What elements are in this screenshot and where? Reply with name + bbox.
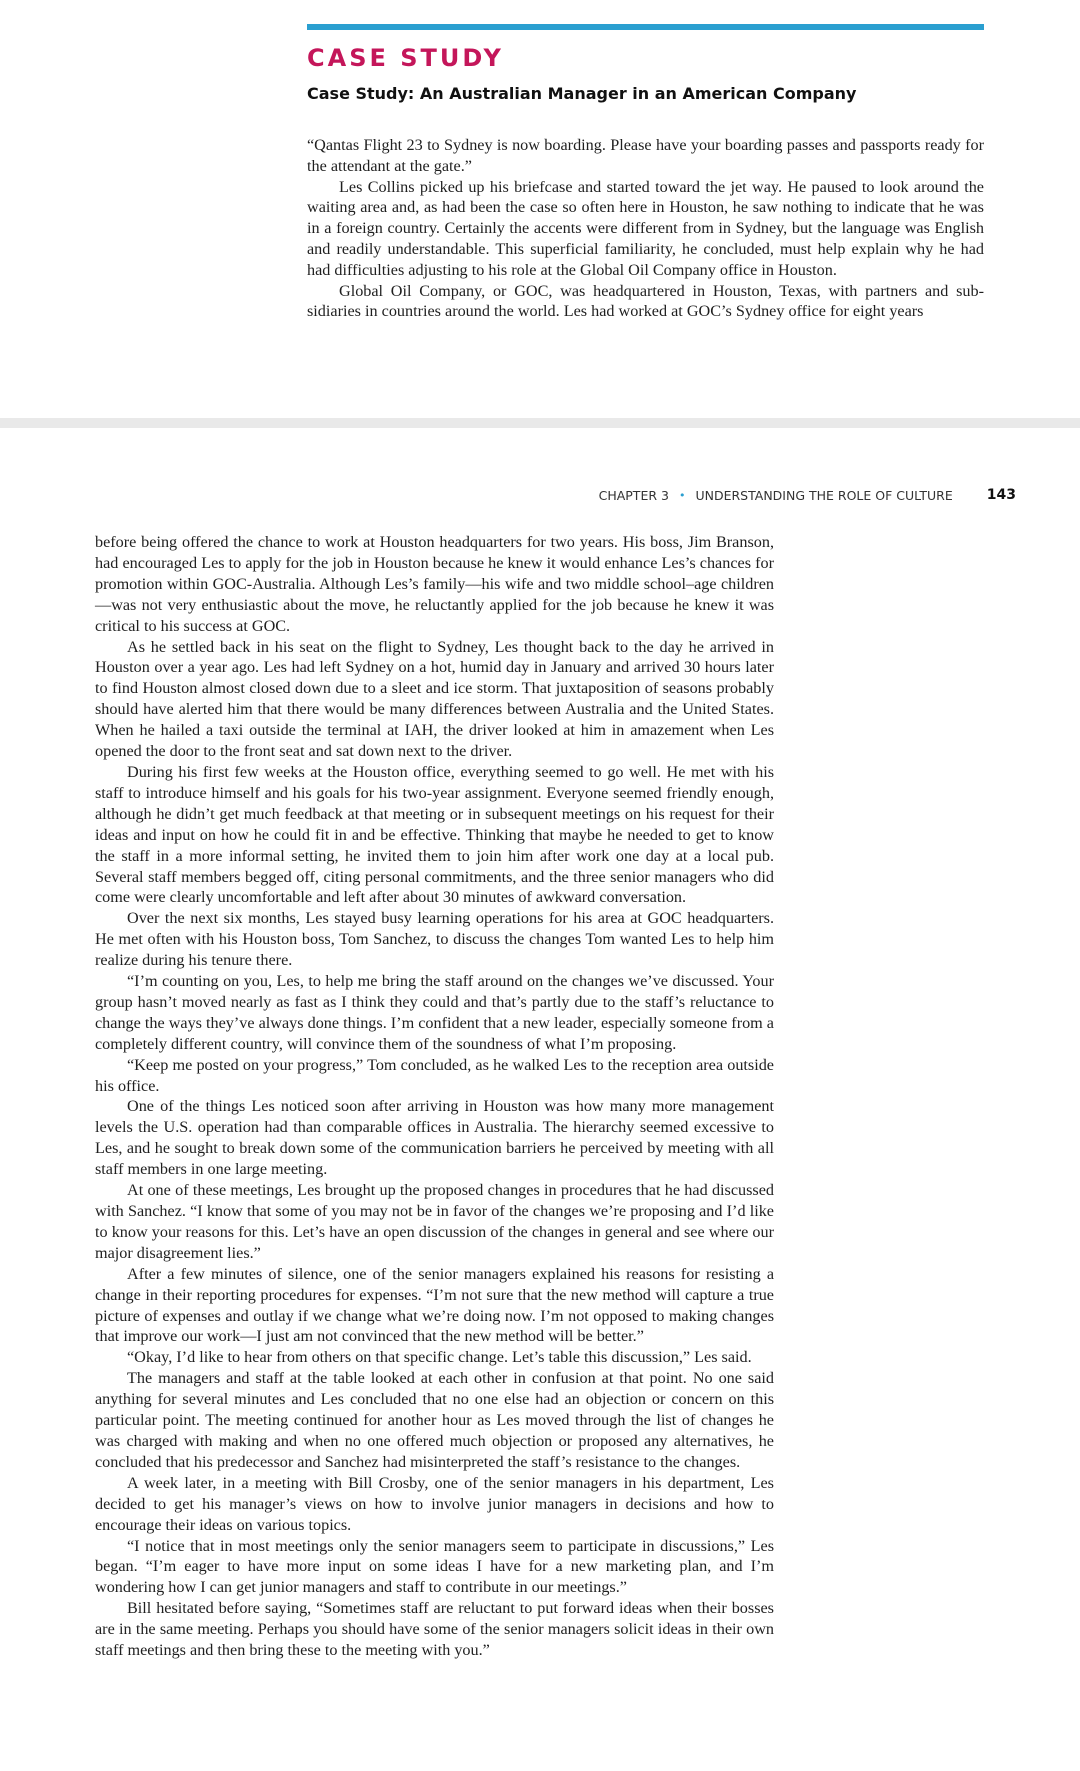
page-separator [0,418,1080,428]
chapter-title: UNDERSTANDING THE ROLE OF CULTURE [695,487,953,503]
paragraph: A week later, in a meeting with Bill Crosby, one of the senior managers in his department, Les decided to get his manager’s views on how to involve junior managers in decisions and how to encourage their ideas on various topics. [95,1473,774,1534]
paragraph: Bill hesitated before saying, “Sometimes staff are reluctant to put forward ideas when their bosses are in the same meeting. Perhaps you should have some of the senior managers solicit ideas in their own staff meetings and then bring these to the meeting with you.” [95,1599,774,1660]
paragraph: After a few minutes of silence, one of the senior managers explained his reasons for resisting a change in their reporting procedures for expenses. “I’m not sure that the new method will capture a true picture of expenses and outlay if we change what we’re doing now. I’m not opposed to making changes that improve our work—I just am not convinced that the new method will be better.” [95,1264,774,1346]
paragraph: At one of these meetings, Les brought up the proposed changes in procedures that he had discussed with Sanchez. “I know that some of you may not be in favor of the changes we’re proposing and I’d like to know your reasons for this. Let’s have an open discussion of the changes in general and see where our major disagreement lies.” [95,1181,774,1262]
paragraph: “Keep me posted on your progress,” Tom concluded, as he walked Les to the reception area outside his office. [95,1055,774,1095]
chapter-label: CHAPTER 3 [598,487,669,503]
page-top-fragment [0,0,1080,418]
paragraph: “I’m counting on you, Les, to help me bring the staff around on the changes we’ve discussed. Your group hasn’t moved nearly as fast as I think they could and that’s partly due to the staff’s reluctance to change the ways they’ve always done things. I’m confident that a new leader, especially someone from a completely different country, will convince them of the soundness of what I’m proposing. [95,972,774,1053]
case-study-rule [307,24,984,30]
paragraph: Les Collins picked up his briefcase and started toward the jet way. He paused to look around the waiting area and, as had been the case so often here in Houston, he saw nothing to indicate that he was in a foreign country. Certainly the accents were different from in Sydney, but the language was English and readily understandable. This superficial familiarity, he concluded, must help explain why he had had difficulties adjusting to his role at the Global Oil Company office in Houston. [307,177,984,279]
running-head [599,487,1016,503]
paragraph: During his first few weeks at the Houston office, everything seemed to go well. He met with his staff to introduce himself and his goals for his two-year assignment. Everyone seemed friendly enough, although he didn’t get much feedback at that meeting or in subsequent meetings on his request for their ideas and input on how he could fit in and be effective. Thinking that maybe he needed to get to know the staff in a more informal setting, he invited them to join him after work one day at a local pub. Several staff members begged off, citing personal commitments, and the three senior managers who did come were clearly uncomfortable and left after about 30 minutes of awkward conversation. [95,762,774,907]
paragraph: As he settled back in his seat on the flight to Sydney, Les thought back to the day he arrived in Houston over a year ago. Les had left Sydney on a hot, humid day in January and arrived 30 hours later to find Houston almost closed down due to a sleet and ice storm. That juxtaposition of seasons probably should have alerted him that there would be many differences between Australia and the United States. When he hailed a taxi outside the terminal at IAH, the driver looked at him in amazement when Les opened the door to the front seat and sat down next to the driver. [95,637,774,761]
paragraph: The managers and staff at the table looked at each other in confusion at that point. No one said anything for several minutes and Les concluded that no one else had an objection or concern on this particular point. The meeting continued for another hour as Les moved through the list of changes he was charged with making and when no one offered much objection or proposed any alternatives, he concluded that his predecessor and Sanchez had misinterpreted the staff’s resistance to the changes. [95,1369,774,1471]
case-study-title: Case Study: An Australian Manager in an American Company [307,84,857,103]
case-study-intro [307,135,984,322]
case-study-label: CASE STUDY [307,44,504,72]
paragraph: Over the next six months, Les stayed busy learning operations for his area at GOC headquarters. He met often with his Houston boss, Tom Sanchez, to discuss the changes Tom wanted Les to help him realize during his tenure there. [95,909,774,970]
paragraph: “Okay, I’d like to hear from others on that specific change. Let’s table this discussion,” Les said. [127,1348,752,1367]
bullet-icon: • [678,488,686,502]
paragraph: “Qantas Flight 23 to Sydney is now boarding. Please have your boarding passes and passports ready for the attendant at the gate.” [307,136,984,175]
page-number: 143 [986,487,1016,503]
paragraph: One of the things Les noticed soon after arriving in Houston was how many more management levels the U.S. operation had than comparable offices in Australia. The hierarchy seemed excessive to Les, and he sought to break down some of the communication barriers he perceived by meeting with all staff members in one large meeting. [95,1097,774,1179]
paragraph: Global Oil Company, or GOC, was headquartered in Houston, Texas, with partners and subsidiaries in countries around the world. Les had worked at GOC’s Sydney office for eight years [307,281,984,321]
paragraph: “I notice that in most meetings only the senior managers seem to participate in discussions,” Les began. “I’m eager to have more input on some ideas I have for a new marketing plan, and I’m wondering how I can get junior managers and staff to contribute in our meetings.” [95,1536,774,1597]
paragraph: before being offered the chance to work at Houston headquarters for two years. His boss, Jim Branson, had encouraged Les to apply for the job in Houston because he knew it would enhance Les’s chances for promotion within GOC-Australia. Although Les’s family—his wife and two middle school–age children—was not very enthusiastic about the move, he reluctantly applied for the job because he knew it was critical to his success at GOC. [95,533,774,635]
case-study-body [95,532,774,1661]
